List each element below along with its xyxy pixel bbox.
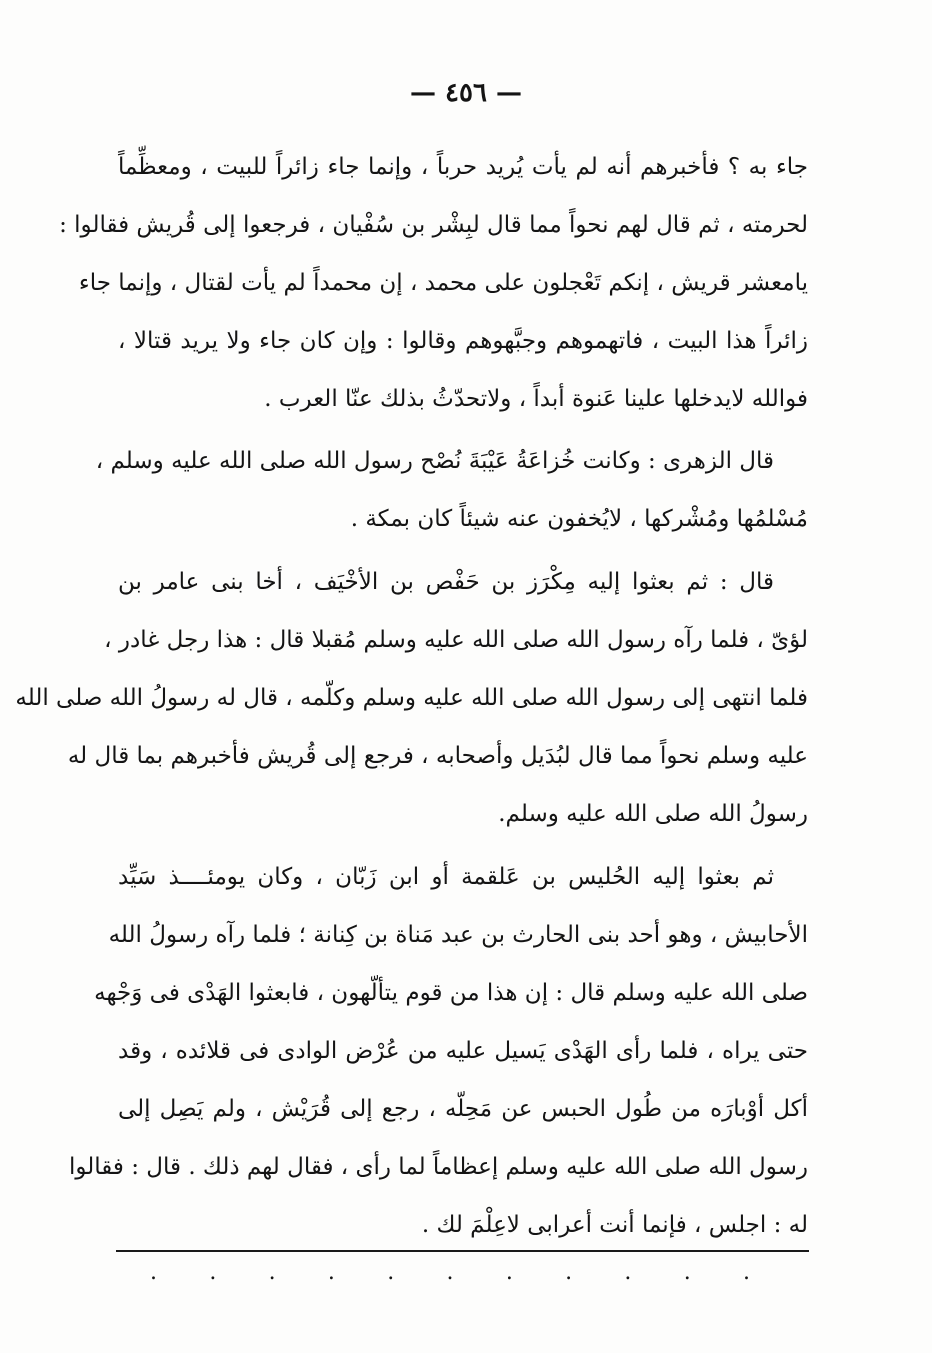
paragraph-2 — [95, 432, 808, 548]
text-line: فلما انتهى إلى رسول الله صلى الله عليه وسلم وكلّمه ، قال له رسولُ الله صلى الله — [15, 685, 808, 711]
text-line: حتى يراه ، فلما رأى الهَدْى يَسيل عليه من عُرْض الوادى فى قلائده ، وقد — [118, 1038, 808, 1064]
page-number: — ٤٥٦ — — [409, 78, 523, 108]
text-line: صلى الله عليه وسلم قال : إن هذا من قوم يتألّهون ، فابعثوا الهَدْى فى وَجْهه — [94, 980, 808, 1006]
paragraph-1 — [59, 138, 808, 428]
footer-mark: . — [327, 1260, 335, 1285]
text-line: زائراً هذا البيت ، فاتهموهم وجبَّهوهم وقالوا : وإن كان جاء ولا يريد قتالا ، — [118, 328, 808, 354]
footer-mark: . — [387, 1260, 395, 1285]
paragraph-3 — [15, 553, 808, 843]
paragraph-4 — [69, 848, 808, 1254]
footer-mark: . — [150, 1260, 158, 1285]
text-line: قال : ثم بعثوا إليه مِكْرَز بن حَفْص بن الأخْيَف ، أخا بنى عامر بن — [118, 569, 774, 595]
text-line: رسولُ الله صلى الله عليه وسلم. — [498, 801, 808, 827]
footer-marks — [150, 1262, 750, 1284]
text-line: جاء به ؟ فأخبرهم أنه لم يأت يُريد حرباً ، وإنما جاء زائراً للبيت ، ومعظِّماً — [118, 154, 808, 180]
text-line: ثم بعثوا إليه الحُليس بن عَلقمة أو ابن زَبّان ، وكان يومئــــذ سَيِّد — [118, 864, 774, 890]
text-line: أكل أوْبارَه من طُول الحبس عن مَحِلّه ، رجع إلى قُرَيْش ، ولم يَصِل إلى — [118, 1096, 808, 1122]
text-line: له : اجلس ، فإنما أنت أعرابى لاعِلْمَ لك . — [421, 1212, 808, 1238]
footer-mark: . — [565, 1260, 573, 1285]
text-line: لحرمته ، ثم قال لهم نحواً مما قال لبِشْر بن سُفْيان ، فرجعوا إلى قُريش فقالوا : — [59, 212, 808, 238]
text-line: الأحابيش ، وهو أحد بنى الحارث بن عبد مَناة بن كِنانة ؛ فلما رآه رسولُ الله — [108, 922, 808, 948]
text-line: يامعشر قريش ، إنكم تَعْجلون على محمد ، إن محمداً لم يأت لقتال ، وإنما جاء — [78, 270, 808, 296]
footer-mark: . — [743, 1260, 750, 1285]
footer-mark: . — [209, 1260, 217, 1285]
footer-mark: . — [446, 1260, 454, 1285]
footer-mark: . — [268, 1260, 276, 1285]
text-line: لؤىّ ، فلما رآه رسول الله صلى الله عليه وسلم مُقبلا قال : هذا رجل غادر ، — [104, 627, 808, 653]
text-line: عليه وسلم نحواً مما قال لبُدَيل وأصحابه ، فرجع إلى قُريش فأخبرهم بما قال له — [67, 743, 808, 769]
text-line: قال الزهرى : وكانت خُزاعَةُ عَيْبَةَ نُصْح رسول الله صلى الله عليه وسلم ، — [95, 448, 774, 474]
text-line: رسول الله صلى الله عليه وسلم إعظاماً لما رأى ، فقال لهم ذلك . قال : فقالوا — [69, 1154, 808, 1180]
footer-mark: . — [505, 1260, 513, 1285]
footer-mark: . — [683, 1260, 691, 1285]
text-line: فوالله لايدخلها علينا عَنوة أبداً ، ولاتحدّثُ بذلك عنّا العرب . — [264, 386, 808, 412]
text-line: مُسْلمُها ومُشْركها ، لايُخفون عنه شيئاً كان بمكة . — [350, 506, 808, 532]
footnote-divider — [116, 1250, 809, 1252]
footer-mark: . — [624, 1260, 632, 1285]
